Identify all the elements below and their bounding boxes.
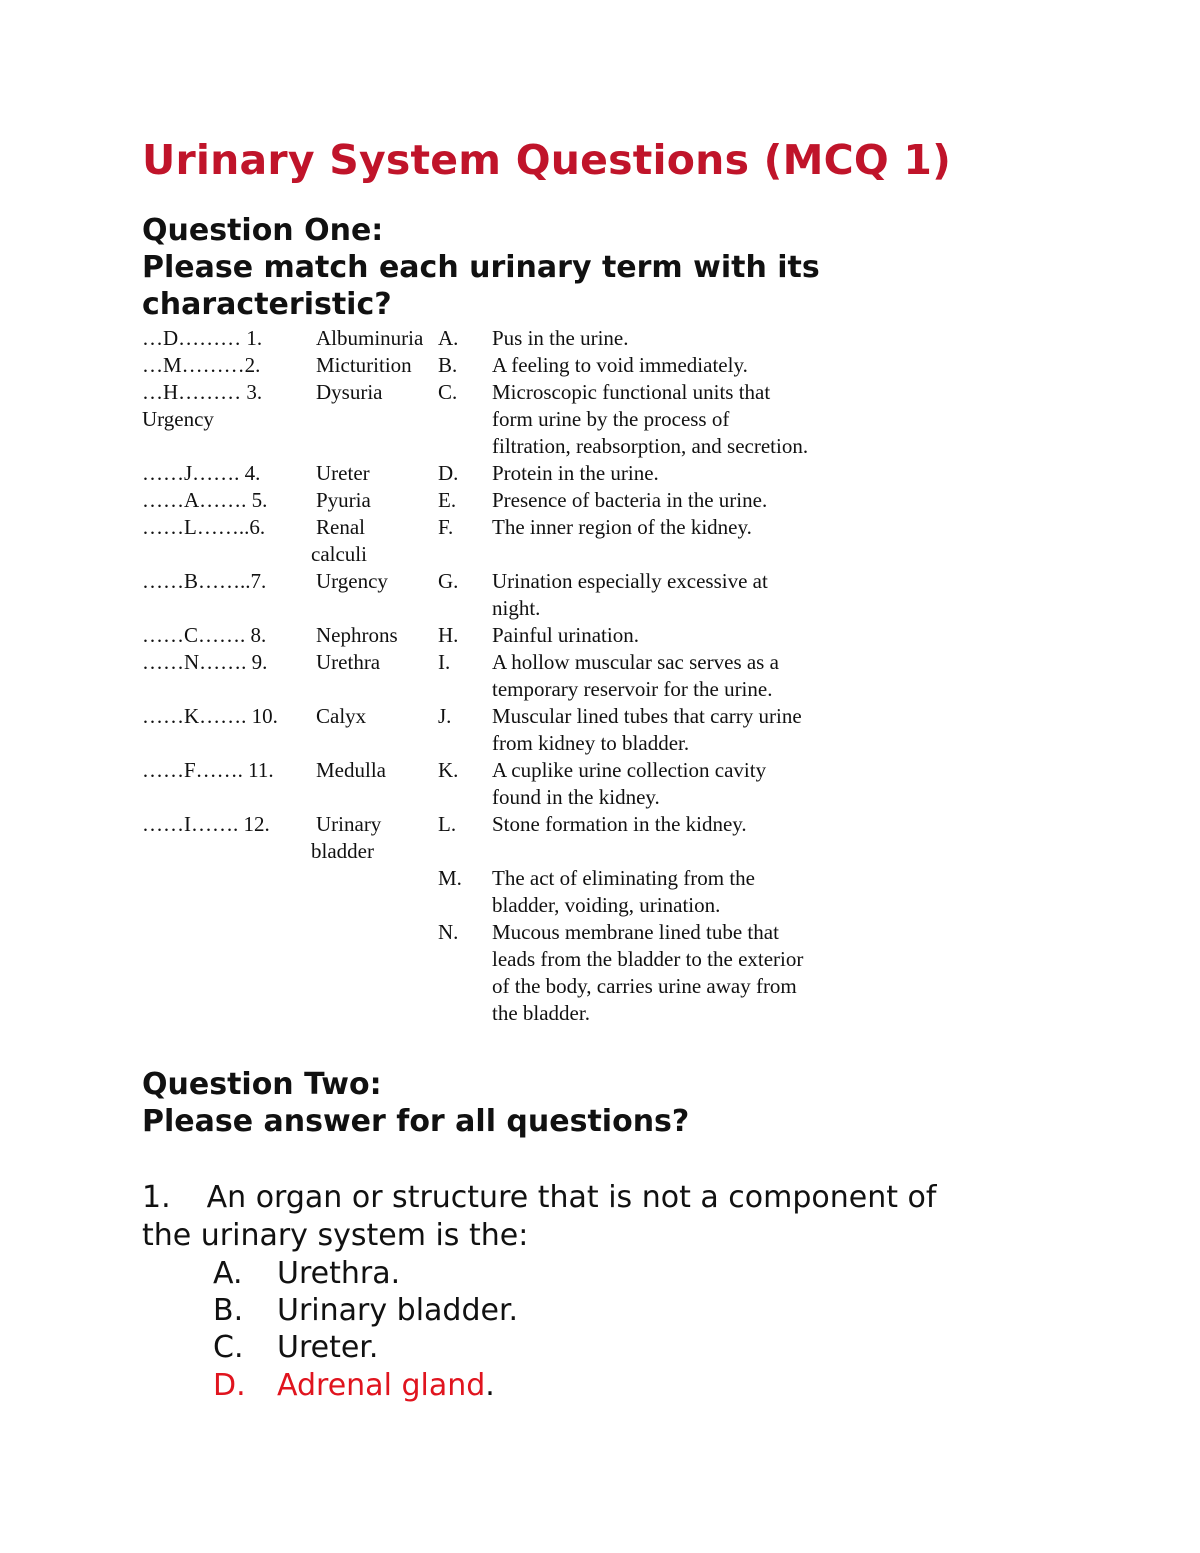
term-text: Pyuria xyxy=(316,488,371,512)
term-text: calculi xyxy=(311,542,367,566)
term-cell xyxy=(316,703,440,730)
option-text: Ureter xyxy=(277,1330,369,1365)
definition-letter: H. xyxy=(438,623,459,647)
definition-letter: E. xyxy=(438,488,457,512)
definition-cell xyxy=(492,568,862,622)
match-row xyxy=(142,919,862,1027)
definition-text: from kidney to bladder. xyxy=(492,731,690,755)
term-text: Urethra xyxy=(316,650,381,674)
definition-cell xyxy=(492,622,862,649)
match-row xyxy=(142,379,862,460)
definition-text: of the body, carries urine away from xyxy=(492,974,797,998)
answer-cell xyxy=(142,514,265,541)
option-letter: A. xyxy=(213,1256,243,1291)
definition-cell xyxy=(492,487,862,514)
definition-letter: F. xyxy=(438,515,454,539)
match-row xyxy=(142,865,862,919)
definition-text: The inner region of the kidney. xyxy=(492,515,752,539)
option-a xyxy=(213,1255,400,1293)
definition-cell xyxy=(492,919,862,1027)
option-letter: B. xyxy=(213,1293,244,1328)
definition-cell xyxy=(492,514,862,541)
match-row xyxy=(142,811,862,865)
term-cell xyxy=(316,487,440,514)
answer-text: …M………2. xyxy=(142,353,261,377)
definition-text: The act of eliminating from the xyxy=(492,866,755,890)
match-row xyxy=(142,568,862,622)
question-two-heading: Question Two: xyxy=(142,1067,382,1102)
question-one-prompt-line2: characteristic? xyxy=(142,287,392,322)
definition-letter: D. xyxy=(438,461,459,485)
definition-cell xyxy=(492,460,862,487)
option-text: Urinary bladder xyxy=(277,1293,509,1328)
question-two-item-1 xyxy=(142,1179,936,1217)
term-text: Urgency xyxy=(316,569,388,593)
match-row xyxy=(142,622,862,649)
definition-text: bladder, voiding, urination. xyxy=(492,893,721,917)
definition-text: A feeling to void immediately. xyxy=(492,353,748,377)
definition-text: Painful urination. xyxy=(492,623,639,647)
term-cell xyxy=(316,325,440,352)
match-row xyxy=(142,514,862,568)
answer-text: ……K……. 10. xyxy=(142,704,278,728)
definition-cell xyxy=(492,352,862,379)
question-text-line1: An organ or structure that is not a component of xyxy=(206,1180,937,1215)
definition-letter: L. xyxy=(438,812,457,836)
definition-cell xyxy=(492,325,862,352)
term-cell xyxy=(316,568,440,595)
definition-text: form urine by the process of xyxy=(492,407,730,431)
term-cell xyxy=(316,649,440,676)
definition-letter: I. xyxy=(438,650,451,674)
term-text: Medulla xyxy=(316,758,386,782)
definition-letter: M. xyxy=(438,866,462,890)
term-text: Ureter xyxy=(316,461,370,485)
definition-text: Protein in the urine. xyxy=(492,461,659,485)
term-cell xyxy=(311,514,440,568)
definition-text: A cuplike urine collection cavity xyxy=(492,758,767,782)
answer-text: ……I……. 12. xyxy=(142,812,270,836)
definition-text: leads from the bladder to the exterior xyxy=(492,947,804,971)
option-letter: C. xyxy=(213,1330,244,1365)
option-suffix: . xyxy=(390,1256,401,1291)
definition-cell xyxy=(492,703,862,757)
definition-cell xyxy=(492,757,862,811)
match-row xyxy=(142,352,862,379)
answer-cell xyxy=(142,757,274,784)
definition-cell xyxy=(492,649,862,703)
answer-text: ……J……. 4. xyxy=(142,461,261,485)
definition-letter: G. xyxy=(438,569,459,593)
definition-text: temporary reservoir for the urine. xyxy=(492,677,773,701)
definition-text: Urination especially excessive at xyxy=(492,569,768,593)
term-text: Renal xyxy=(316,515,365,539)
question-text-line2: the urinary system is the: xyxy=(142,1218,529,1253)
question-number: 1. xyxy=(142,1180,171,1215)
definition-letter: K. xyxy=(438,758,459,782)
match-row xyxy=(142,703,862,757)
definition-text: A hollow muscular sac serves as a xyxy=(492,650,779,674)
answer-cell xyxy=(142,487,267,514)
option-c xyxy=(213,1329,378,1367)
option-suffix: . xyxy=(368,1330,379,1365)
page-title: Urinary System Questions (MCQ 1) xyxy=(142,136,952,184)
definition-letter: C. xyxy=(438,380,458,404)
answer-text-wrap: Urgency xyxy=(142,407,214,431)
match-row xyxy=(142,487,862,514)
definition-text: Stone formation in the kidney. xyxy=(492,812,747,836)
answer-cell xyxy=(142,379,262,433)
answer-text: ……A……. 5. xyxy=(142,488,268,512)
answer-text: ……F……. 11. xyxy=(142,758,274,782)
term-text: Dysuria xyxy=(316,380,383,404)
definition-text: Microscopic functional units that xyxy=(492,380,771,404)
answer-cell xyxy=(142,703,278,730)
definition-cell xyxy=(492,865,862,919)
term-cell xyxy=(316,757,440,784)
definition-text: found in the kidney. xyxy=(492,785,660,809)
answer-cell xyxy=(142,622,266,649)
definition-text: Pus in the urine. xyxy=(492,326,629,350)
option-letter: D. xyxy=(213,1368,246,1403)
term-text: Micturition xyxy=(316,353,412,377)
answer-text: ……L……..6. xyxy=(142,515,266,539)
answer-text: ……B……..7. xyxy=(142,569,267,593)
definition-letter: A. xyxy=(438,326,459,350)
definition-cell xyxy=(492,379,862,460)
definition-text: filtration, reabsorption, and secretion. xyxy=(492,434,809,458)
answer-text: …D……… 1. xyxy=(142,326,263,350)
definition-cell xyxy=(492,811,862,838)
answer-cell xyxy=(142,568,266,595)
term-cell xyxy=(311,811,440,865)
match-row xyxy=(142,757,862,811)
answer-text: ……C……. 8. xyxy=(142,623,267,647)
definition-text: night. xyxy=(492,596,541,620)
term-text: Calyx xyxy=(316,704,367,728)
term-cell xyxy=(316,379,440,406)
answer-text: ……N……. 9. xyxy=(142,650,268,674)
definition-letter: N. xyxy=(438,920,459,944)
answer-cell xyxy=(142,460,260,487)
definition-letter: J. xyxy=(438,704,452,728)
answer-text: …H……… 3. xyxy=(142,380,263,404)
question-two-prompt: Please answer for all questions? xyxy=(142,1104,690,1139)
answer-cell xyxy=(142,649,267,676)
question-one-prompt-line1: Please match each urinary term with its xyxy=(142,250,820,285)
term-cell xyxy=(316,460,440,487)
term-text: Nephrons xyxy=(316,623,398,647)
match-row xyxy=(142,325,862,352)
definition-text: Presence of bacteria in the urine. xyxy=(492,488,768,512)
option-text: Urethra xyxy=(277,1256,391,1291)
option-d-correct xyxy=(213,1367,495,1405)
term-text: Albuminuria xyxy=(316,326,424,350)
definition-text: Mucous membrane lined tube that xyxy=(492,920,779,944)
term-cell xyxy=(316,622,440,649)
term-text: bladder xyxy=(311,839,374,863)
answer-cell xyxy=(142,811,270,838)
option-text: Adrenal gland xyxy=(277,1368,486,1403)
question-one-heading: Question One: xyxy=(142,213,384,248)
definition-letter: B. xyxy=(438,353,458,377)
definition-text: the bladder. xyxy=(492,1001,590,1025)
answer-cell xyxy=(142,325,262,352)
match-row xyxy=(142,460,862,487)
option-suffix: . xyxy=(508,1293,519,1328)
answer-cell xyxy=(142,352,260,379)
option-suffix: . xyxy=(485,1368,495,1403)
definition-text: Muscular lined tubes that carry urine xyxy=(492,704,802,728)
term-text: Urinary xyxy=(316,812,382,836)
option-b xyxy=(213,1292,518,1330)
term-cell xyxy=(316,352,440,379)
match-row xyxy=(142,649,862,703)
